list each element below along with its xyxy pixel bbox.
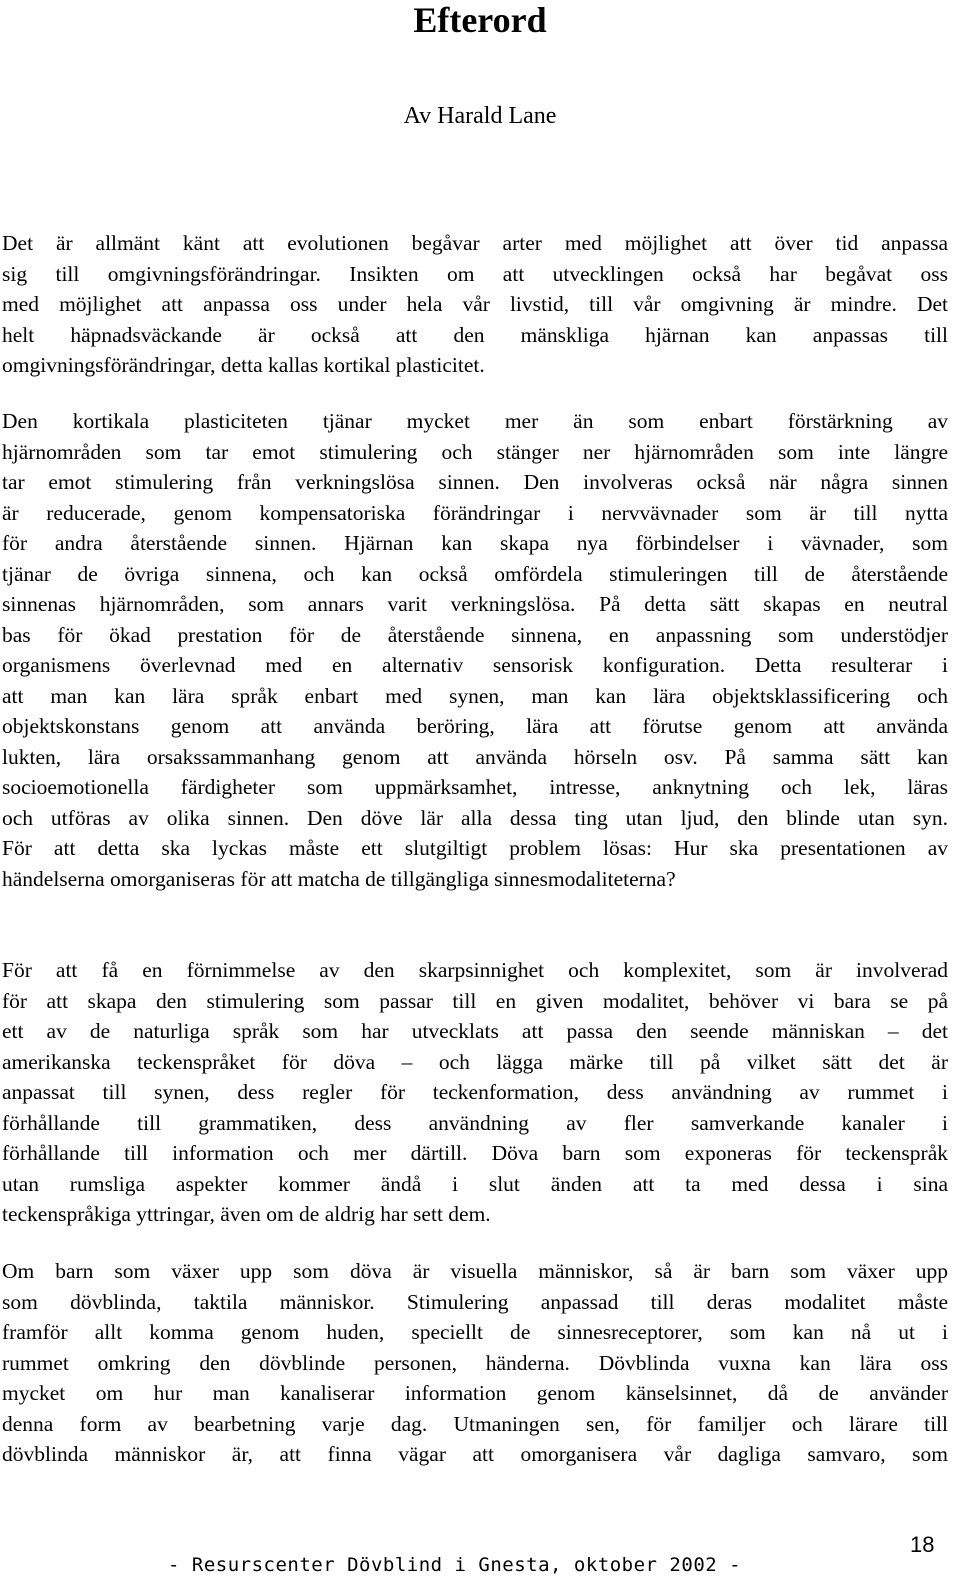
- text-line: helt häpnadsväckande är också att den mänskliga hjärnan kan anpassas till: [2, 322, 948, 347]
- text-line: och utföras av olika sinnen. Den döve lär alla dessa ting utan ljud, den blinde utan syn.: [2, 805, 948, 830]
- text-line: förhållande till grammatiken, dess användning av fler samverkande kanaler i: [2, 1110, 948, 1135]
- text-line: förhållande till information och mer därtill. Döva barn som exponeras för teckenspråk: [2, 1141, 948, 1165]
- text-line: framför allt komma genom huden, speciellt de sinnesreceptorer, som kan nå ut i: [2, 1320, 948, 1344]
- text-line: tjänar de övriga sinnena, och kan också omfördela stimuleringen till de återstående: [2, 561, 948, 586]
- text-line: omgivningsförändringar, detta kallas kortikal plasticitet.: [2, 353, 485, 377]
- text-line: Det är allmänt känt att evolutionen begåvar arter med möjlighet att över tid anpassa: [2, 231, 948, 255]
- text-line: sinnenas hjärnområden, som annars varit verkningslösa. På detta sätt skapas en neutral: [2, 592, 948, 616]
- text-line: som dövblinda, taktila människor. Stimulering anpassad till deras modalitet måste: [2, 1289, 948, 1314]
- text-line: för att skapa den stimulering som passar till en given modalitet, behöver vi bara se på: [2, 988, 948, 1013]
- text-line: utan rumsliga aspekter kommer ändå i slut änden att ta med dessa i sina: [2, 1171, 948, 1196]
- text-line: För att få en förnimmelse av den skarpsinnighet och komplexitet, som är involverad: [2, 958, 948, 982]
- text-line: hjärnområden som tar emot stimulering och stänger ner hjärnområden som inte längre: [2, 439, 948, 464]
- text-line: ett av de naturliga språk som har utvecklats att passa den seende människan – det: [2, 1019, 948, 1043]
- text-line: med möjlighet att anpassa oss under hela vår livstid, till vår omgivning är mindre. Det: [2, 292, 948, 316]
- text-line: lukten, lära orsakssammanhang genom att använda hörseln osv. På samma sätt kan: [2, 744, 948, 769]
- page-title: Efterord: [413, 0, 547, 40]
- text-line: sig till omgivningsförändringar. Insikten om att utvecklingen också har begåvat oss: [2, 261, 948, 286]
- text-line: dövblinda människor är, att finna vägar att omorganisera vår dagliga samvaro, som: [2, 1442, 948, 1466]
- text-line: objektskonstans genom att använda beröring, lära att förutse genom att använda: [2, 714, 948, 738]
- text-line: organismens överlevnad med en alternativ sensorisk konfiguration. Detta resulterar i: [2, 653, 948, 677]
- text-line: amerikanska teckenspråket för döva – och lägga märke till på vilket sätt det är: [2, 1049, 948, 1074]
- text-line: Om barn som växer upp som döva är visuella människor, så är barn som växer upp: [2, 1259, 948, 1283]
- paragraph-3: [2, 955, 948, 1230]
- text-line: för andra återstående sinnen. Hjärnan kan skapa nya förbindelser i vävnader, som: [2, 531, 948, 555]
- text-line: anpassat till synen, dess regler för teckenformation, dess användning av rummet i: [2, 1080, 948, 1104]
- text-line: händelserna omorganiseras för att matcha de tillgängliga sinnesmodaliteterna?: [2, 866, 676, 891]
- paragraph-2: [2, 406, 948, 894]
- text-line: teckenspråkiga yttringar, även om de aldrig har sett dem.: [2, 1202, 491, 1226]
- text-line: Den kortikala plasticiteten tjänar mycket mer än som enbart förstärkning av: [2, 409, 948, 433]
- text-line: är reducerade, genom kompensatoriska förändringar i nervvävnader som är till nytta: [2, 500, 948, 525]
- page-number: 18: [910, 1532, 935, 1557]
- paragraph-4: [2, 1256, 948, 1470]
- text-line: bas för ökad prestation för de återstående sinnena, en anpassning som understödjer: [2, 622, 948, 647]
- text-line: socioemotionella färdigheter som uppmärksamhet, intresse, anknytning och lek, läras: [2, 775, 948, 799]
- text-line: att man kan lära språk enbart med synen, man kan lära objektsklassificering och: [2, 683, 948, 708]
- text-line: mycket om hur man kanaliserar information genom känselsinnet, då de använder: [2, 1381, 948, 1405]
- page-footer: - Resurscenter Dövblind i Gnesta, oktober 2002 -: [168, 1554, 742, 1576]
- paragraph-1: [2, 228, 948, 381]
- text-line: För att detta ska lyckas måste ett slutgiltigt problem lösas: Hur ska presentationen av: [2, 836, 948, 860]
- text-line: denna form av bearbetning varje dag. Utmaningen sen, för familjer och lärare till: [2, 1411, 948, 1436]
- author-line: Av Harald Lane: [403, 103, 557, 129]
- text-line: tar emot stimulering från verkningslösa sinnen. Den involveras också när några sinnen: [2, 470, 948, 494]
- text-line: rummet omkring den dövblinde personen, händerna. Dövblinda vuxna kan lära oss: [2, 1350, 948, 1375]
